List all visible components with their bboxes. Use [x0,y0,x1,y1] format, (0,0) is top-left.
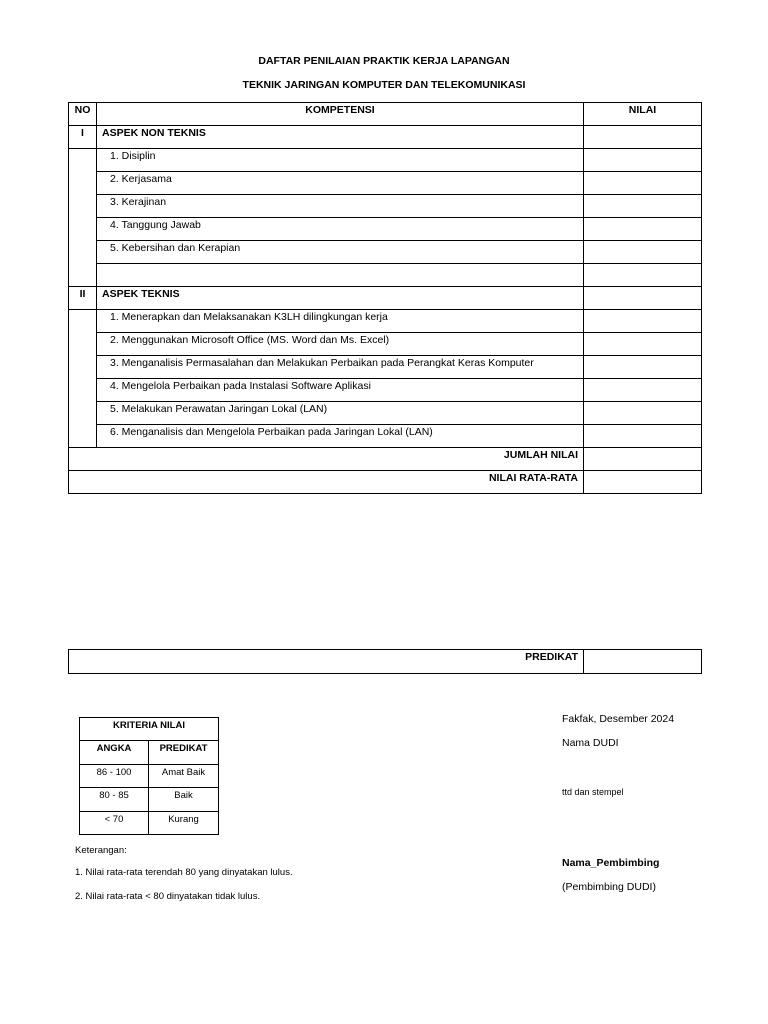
nilai-cell[interactable] [584,333,702,356]
competency-item: 1. Menerapkan dan Melaksanakan K3LH dilingkungan kerja [97,310,584,333]
kriteria-angka: < 70 [80,811,149,834]
ttd-stempel: ttd dan stempel [562,787,624,797]
kriteria-header-angka: ANGKA [80,741,149,764]
section-title: ASPEK TEKNIS [97,287,584,310]
pembimbing-role: (Pembimbing DUDI) [562,881,656,893]
competency-item: 4. Tanggung Jawab [97,218,584,241]
section-row [69,287,702,310]
assessment-table [68,102,702,494]
kriteria-predikat: Baik [149,788,219,811]
header-no: NO [69,103,97,126]
nilai-cell[interactable] [584,379,702,402]
table-row [80,811,219,834]
predikat-table [68,649,702,674]
competency-item: 3. Kerajinan [97,195,584,218]
kriteria-angka: 80 - 85 [80,788,149,811]
header-kompetensi: KOMPETENSI [97,103,584,126]
document-subtitle: TEKNIK JARINGAN KOMPUTER DAN TELEKOMUNIKASI [242,79,526,91]
nilai-cell[interactable] [584,402,702,425]
competency-item: 6. Menganalisis dan Mengelola Perbaikan pada Jaringan Lokal (LAN) [97,425,584,448]
table-row [69,333,702,356]
keterangan-title: Keterangan: [75,845,127,856]
nilai-rata-rata-cell[interactable] [584,471,702,494]
nilai-cell[interactable] [584,218,702,241]
empty-cell [97,264,584,287]
table-row [69,149,702,172]
section-title: ASPEK NON TEKNIS [97,126,584,149]
place-date: Fakfak, Desember 2024 [562,713,675,725]
table-row [80,788,219,811]
table-header-row [69,103,702,126]
competency-item: 5. Kebersihan dan Kerapian [97,241,584,264]
keterangan-note: 2. Nilai rata-rata < 80 dinyatakan tidak lulus. [75,891,261,902]
predikat-label: PREDIKAT [69,650,584,674]
table-row [69,356,702,379]
competency-item: 1. Disiplin [97,149,584,172]
table-row [69,264,702,287]
kriteria-predikat: Amat Baik [149,764,219,787]
table-row [69,425,702,448]
pembimbing-name: Nama_Pembimbing [562,857,660,869]
section-number: I [69,126,97,149]
nilai-cell[interactable] [584,264,702,287]
nilai-cell[interactable] [584,310,702,333]
competency-item: 2. Kerjasama [97,172,584,195]
nilai-cell[interactable] [584,172,702,195]
table-row [80,764,219,787]
table-row [69,379,702,402]
competency-item: 5. Melakukan Perawatan Jaringan Lokal (LAN) [97,402,584,425]
nilai-cell[interactable] [584,149,702,172]
table-row [69,310,702,333]
predikat-cell[interactable] [584,650,702,674]
no-cell-merged [69,310,97,448]
table-row [69,195,702,218]
table-row [69,241,702,264]
competency-item: 3. Menganalisis Permasalahan dan Melakukan Perbaikan pada Perangkat Keras Komputer [97,356,584,379]
header-nilai: NILAI [584,103,702,126]
nilai-cell[interactable] [584,425,702,448]
table-row [69,172,702,195]
kriteria-table [79,717,219,835]
kriteria-angka: 86 - 100 [80,764,149,787]
table-row [69,402,702,425]
nama-dudi: Nama DUDI [562,737,619,749]
average-row [69,471,702,494]
competency-item: 4. Mengelola Perbaikan pada Instalasi Software Aplikasi [97,379,584,402]
nilai-cell[interactable] [584,195,702,218]
total-row [69,448,702,471]
kriteria-title: KRITERIA NILAI [80,718,219,741]
jumlah-nilai-label: JUMLAH NILAI [69,448,584,471]
competency-item: 2. Menggunakan Microsoft Office (MS. Word dan Ms. Excel) [97,333,584,356]
no-cell-merged [69,149,97,287]
section-number: II [69,287,97,310]
kriteria-header-predikat: PREDIKAT [149,741,219,764]
nilai-cell[interactable] [584,356,702,379]
keterangan-note: 1. Nilai rata-rata terendah 80 yang dinyatakan lulus. [75,867,293,878]
nilai-rata-rata-label: NILAI RATA-RATA [69,471,584,494]
document-title: DAFTAR PENILAIAN PRAKTIK KERJA LAPANGAN [258,55,510,67]
section-row [69,126,702,149]
jumlah-nilai-cell[interactable] [584,448,702,471]
nilai-cell[interactable] [584,126,702,149]
nilai-cell[interactable] [584,287,702,310]
table-row [69,218,702,241]
kriteria-predikat: Kurang [149,811,219,834]
nilai-cell[interactable] [584,241,702,264]
